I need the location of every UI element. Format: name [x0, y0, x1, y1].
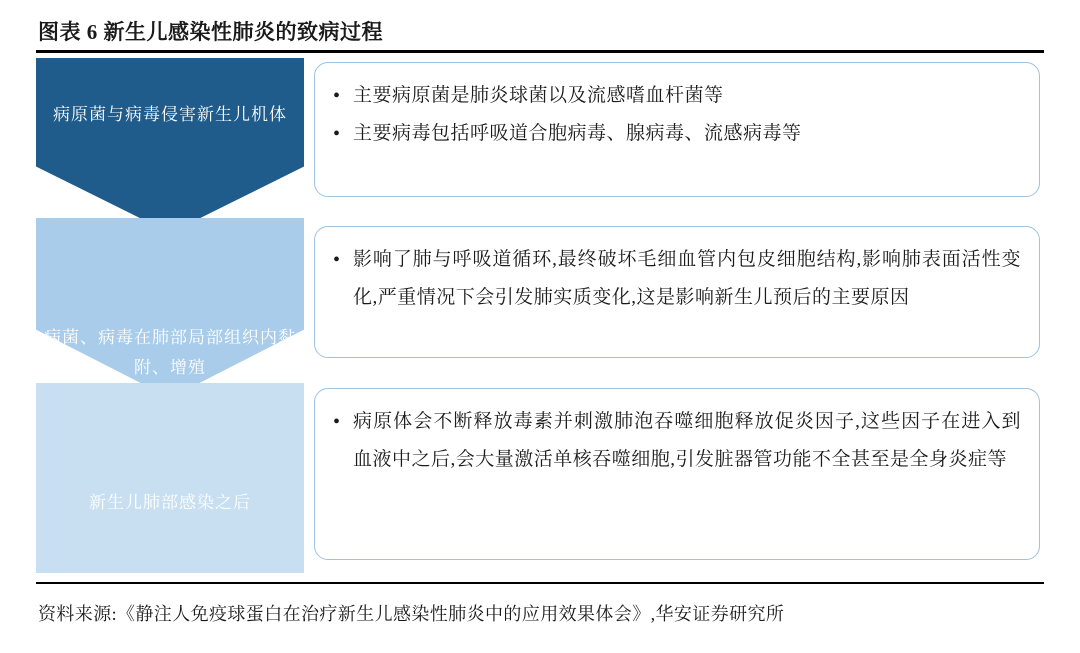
stage-1-bullet-2: 主要病毒包括呼吸道合胞病毒、腺病毒、流感病毒等 — [353, 123, 802, 144]
stage-3-label: 新生儿肺部感染之后 — [89, 493, 251, 512]
stage-2-content — [314, 226, 1040, 358]
bullet-icon: • — [333, 249, 341, 271]
stage-2-bullet-1: 影响了肺与呼吸道循环,最终破坏毛细血管内包皮细胞结构,影响肺表面活性变化,严重情况下会引发肺实质变化,这是影响新生儿预后的主要原因 — [353, 249, 1021, 308]
bullet-icon: • — [333, 411, 341, 433]
process-diagram — [36, 58, 1044, 574]
list-item — [333, 403, 1021, 479]
stage-1 — [36, 58, 304, 233]
rectangle-shape-stage-3 — [36, 383, 304, 573]
stage-2 — [36, 218, 304, 398]
stage-3-bullet-1: 病原体会不断释放毒素并刺激肺泡吞噬细胞释放促炎因子,这些因子在进入到血液中之后,会大量激活单核吞噬细胞,引发脏器管功能不全甚至是全身炎症等 — [353, 411, 1021, 470]
footer-divider — [36, 582, 1044, 584]
stage-1-bullet-1: 主要病原菌是肺炎球菌以及流感嗜血杆菌等 — [353, 85, 724, 106]
stage-2-label: 病菌、病毒在肺部局部组织内黏附、增殖 — [44, 328, 296, 377]
chevron-shape-stage-1 — [36, 58, 304, 233]
list-item — [333, 115, 1021, 153]
list-item — [333, 77, 1021, 115]
stage-3 — [36, 383, 304, 573]
bullet-icon: • — [333, 123, 341, 145]
stage-3-content — [314, 388, 1040, 560]
title-divider — [36, 50, 1044, 53]
source-note: 资料来源:《静注人免疫球蛋白在治疗新生儿感染性肺炎中的应用效果体会》,华安证券研究所 — [38, 604, 785, 624]
stage-1-label: 病原菌与病毒侵害新生儿机体 — [53, 105, 287, 124]
list-item — [333, 241, 1021, 317]
bullet-icon: • — [333, 85, 341, 107]
page-title: 图表 6 新生儿感染性肺炎的致病过程 — [38, 20, 383, 44]
stage-1-content — [314, 62, 1040, 197]
